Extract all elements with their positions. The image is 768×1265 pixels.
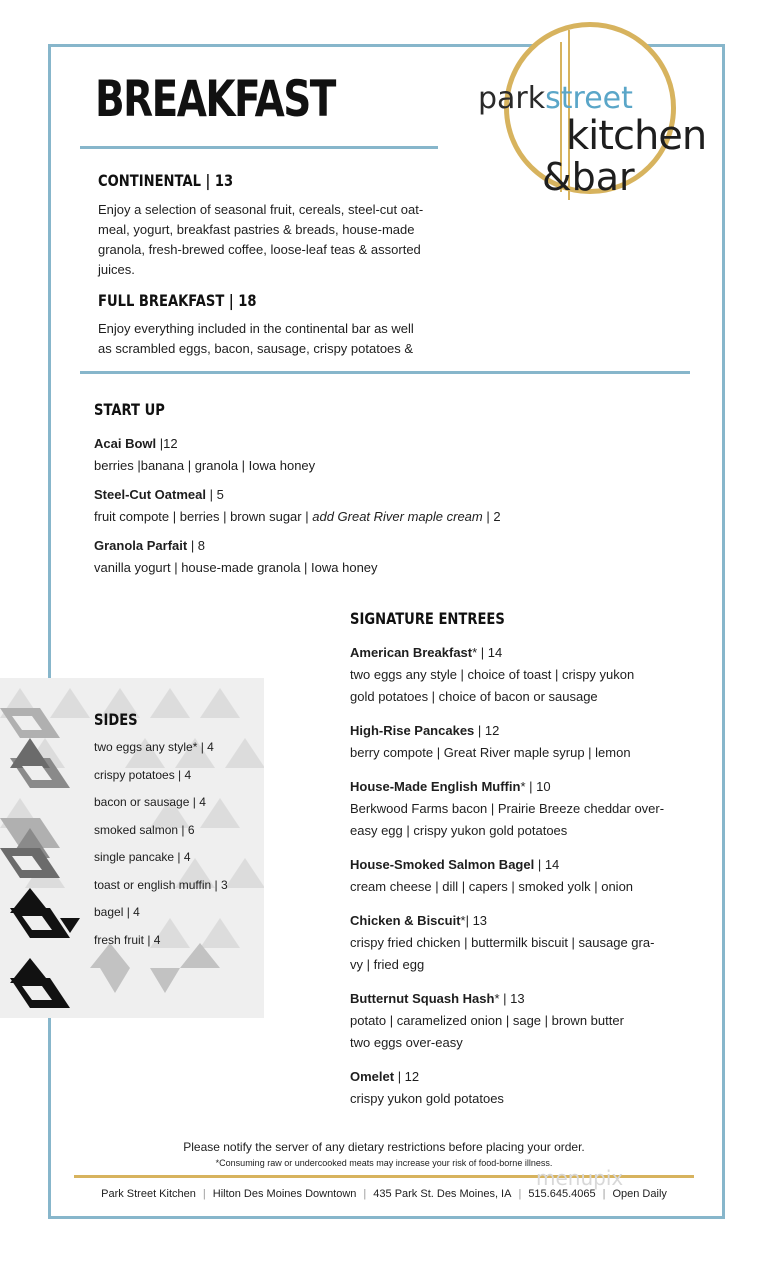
item-name: Steel-Cut Oatmeal	[94, 487, 206, 502]
item-description: two eggs any style | choice of toast | crispy yukon	[350, 667, 635, 682]
page-title: BREAKFAST	[95, 70, 335, 128]
footer-phone: 515.645.4065	[528, 1188, 596, 1200]
item-name: High-Rise Pancakes	[350, 723, 475, 738]
item-price: * | 14	[472, 645, 503, 660]
item-price: | 12	[474, 723, 500, 738]
sides-list	[94, 734, 228, 954]
item-description: berry compote | Great River maple syrup | lemon	[350, 745, 631, 760]
menu-item	[94, 535, 378, 579]
menu-item	[350, 910, 654, 976]
item-description: fruit compote | berries | brown sugar | add Great River maple cream | 2	[94, 509, 501, 524]
item-name: Omelet	[350, 1069, 395, 1084]
item-price: | 8	[187, 538, 206, 553]
item-description: crispy yukon gold potatoes	[350, 1091, 504, 1106]
item-name: House-Made English Muffin	[350, 779, 521, 794]
item-name: American Breakfast	[350, 645, 473, 660]
logo-park-street: parkstreet	[478, 81, 633, 116]
item-description: berries |banana | granola | Iowa honey	[94, 458, 316, 473]
restaurant-logo	[478, 22, 707, 202]
menu-item	[350, 1066, 504, 1110]
menu-item	[94, 484, 501, 528]
item-price: | 12	[394, 1069, 420, 1084]
item-name: Acai Bowl	[94, 436, 157, 451]
item-description: easy egg | crispy yukon gold potatoes	[350, 823, 568, 838]
sides-heading: SIDES	[94, 710, 138, 729]
side-item: single pancake | 4	[94, 850, 191, 864]
item-price: | 5	[205, 487, 224, 502]
footer-restaurant: Park Street Kitchen	[101, 1188, 196, 1200]
watermark: menupix	[536, 1166, 624, 1190]
item-description: Berkwood Farms bacon | Prairie Breeze cheddar over-	[350, 801, 665, 816]
side-item: two eggs any style* | 4	[94, 740, 214, 754]
menu-item	[350, 720, 631, 764]
title-underline	[80, 146, 438, 149]
menu-item	[350, 776, 664, 842]
footer-hours: Open Daily	[612, 1188, 667, 1200]
item-price: | 14	[534, 857, 560, 872]
side-item: smoked salmon | 6	[94, 822, 195, 837]
section-divider	[80, 371, 690, 374]
item-name: Butternut Squash Hash	[350, 991, 495, 1006]
item-description: cream cheese | dill | capers | smoked yolk | onion	[350, 879, 634, 894]
side-item: fresh fruit | 4	[94, 932, 161, 947]
continental-description: Enjoy a selection of seasonal fruit, cereals, steel-cut oat- meal, yogurt, breakfast pastries & breads, house-made granola, fresh-brewed coffee, loose-leaf teas & assorted juices.	[98, 202, 424, 277]
full-breakfast-description: Enjoy everything included in the continental bar as well as scrambled eggs, bacon, sausage, crispy potatoes &	[98, 321, 414, 356]
item-name: Granola Parfait	[94, 538, 188, 553]
side-item: bagel | 4	[94, 905, 140, 919]
logo-kitchen: kitchen	[566, 113, 707, 159]
raw-food-warning: *Consuming raw or undercooked meats may increase your risk of food-borne illness.	[215, 1158, 553, 1168]
side-item: bacon or sausage | 4	[94, 795, 206, 809]
start-up-heading: START UP	[94, 400, 165, 419]
menu-item	[350, 988, 624, 1054]
menu-item	[94, 433, 315, 477]
menu-item	[350, 642, 634, 708]
item-description: gold potatoes | choice of bacon or sausage	[350, 689, 598, 704]
item-description: vanilla yogurt | house-made granola | Iowa honey	[94, 560, 378, 575]
item-description: potato | caramelized onion | sage | brown butter	[350, 1013, 624, 1028]
item-description: two eggs over-easy	[350, 1035, 463, 1050]
item-description: vy | fried egg	[350, 957, 425, 972]
logo-and-bar: &bar	[542, 155, 635, 199]
menu-item	[350, 854, 633, 898]
continental-heading: CONTINENTAL | 13	[98, 171, 234, 190]
side-item: toast or english muffin | 3	[94, 877, 228, 892]
footer-hotel: Hilton Des Moines Downtown	[212, 1188, 357, 1200]
item-price: * | 13	[494, 991, 525, 1006]
item-description: crispy fried chicken | buttermilk biscuit | sausage gra-	[350, 935, 655, 950]
item-addon: add Great River maple cream	[312, 509, 483, 524]
item-price: *| 13	[460, 913, 488, 928]
signature-entrees-heading: SIGNATURE ENTREES	[350, 609, 505, 628]
dietary-notice: Please notify the server of any dietary restrictions before placing your order.	[183, 1140, 585, 1154]
item-name: House-Smoked Salmon Bagel	[350, 857, 535, 872]
full-breakfast-heading: FULL BREAKFAST | 18	[98, 291, 257, 310]
footer-info: Park Street Kitchen | Hilton Des Moines Downtown | 435 Park St. Des Moines, IA | 515.645.4065 | Open Daily	[101, 1188, 667, 1200]
item-price: |12	[156, 436, 178, 451]
item-name: Chicken & Biscuit	[350, 913, 461, 928]
item-price: * | 10	[520, 779, 551, 794]
footer-address: 435 Park St. Des Moines, IA	[373, 1188, 512, 1200]
side-item: crispy potatoes | 4	[94, 767, 192, 782]
